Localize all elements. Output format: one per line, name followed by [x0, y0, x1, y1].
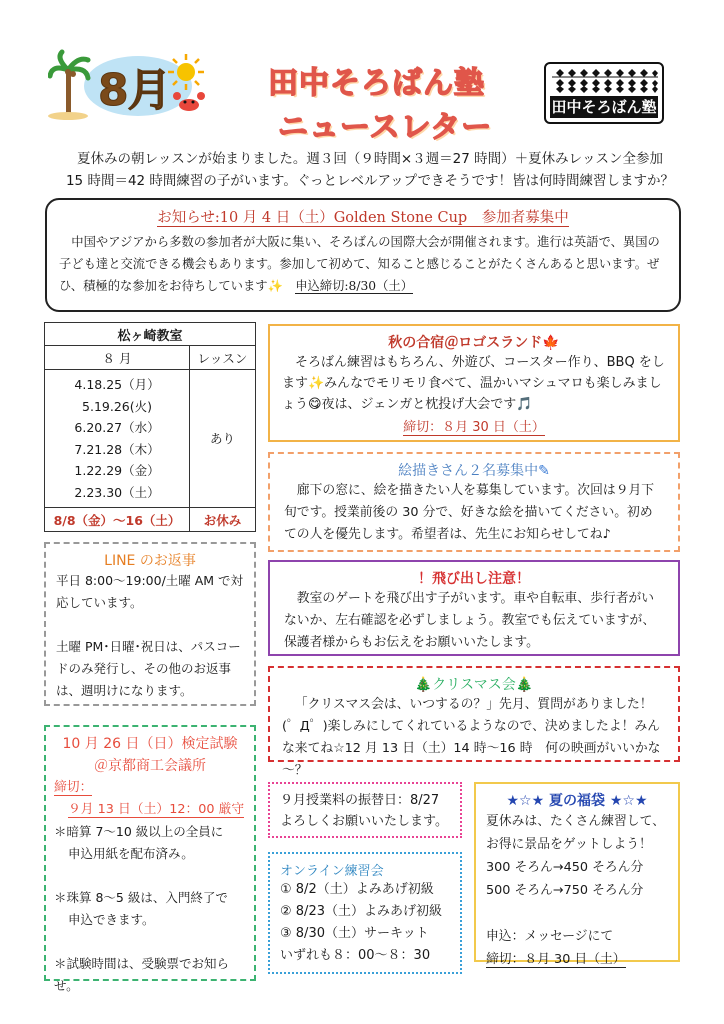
lesson-value: あり [190, 370, 256, 508]
drawing-recruit-box [268, 452, 680, 552]
summer-bag-rate: 500 そろん→750 そろん分 [486, 883, 644, 898]
schedule-title: 松ヶ崎教室 [45, 323, 256, 346]
line-reply-weekend: 土曜 PM･日曜･祝日は、パスコードのみ発行し、その他のお返事は、週明けになります。 [56, 639, 241, 698]
online-practice-title: オンライン練習会 [280, 864, 384, 879]
drawing-title: 絵描きさん２名募集中✎ [398, 463, 550, 479]
summer-bag-apply: 申込：メッセージにて [486, 929, 614, 944]
christmas-body: 「クリスマス会は、いつするの？」先月、質問がありました！(゜Д゜)楽しみにしてくれているようなので、決めましたよ！みんな来てね☆12 月 13 日（土）14 時～16 時 何の映画がいいかな～？ [282, 697, 661, 778]
abacus-icon [552, 69, 658, 93]
notice-box [45, 198, 681, 312]
line-reply-weekday: 平日 8:00～19:00/土曜 AM で対応しています。 [56, 573, 244, 610]
exam-deadline-label: 締切： [54, 780, 93, 795]
notice-title: お知らせ:10 月 4 日（土）Golden Stone Cup 参加者募集中 [157, 210, 569, 226]
exam-title-line2: ＠京都商工会議所 [94, 758, 206, 774]
online-practice-list [280, 879, 450, 967]
summer-bag-body: 夏休みは、たくさん練習して、 お得に景品をゲットしよう！ 300 そろん→450 そろん分 500 そろん→750 そろん分 申込：メッセージにて 締切：８月 30 日（土） [486, 810, 668, 971]
pencil-icon: ✎ [538, 463, 550, 479]
exam-title-line1: 10 月 26 日（日）検定試験 [62, 736, 238, 752]
caution-title: ！飛び出し注意！ [418, 571, 530, 587]
autumn-camp-box [268, 324, 680, 442]
intro-line2: 15 時間＝42 時間練習の子がいます。ぐっとレベルアップできそうです！皆は何時間練習しますか？ [65, 173, 675, 189]
newsletter-title-line2: ニュースレター [278, 110, 493, 145]
date-item: 4.18.25（月） [74, 377, 160, 392]
month-badge [48, 48, 208, 120]
christmas-box [268, 666, 680, 778]
sun-icon [166, 52, 206, 92]
caution-box [268, 560, 680, 656]
newsletter-title-line1: 田中そろばん塾 [268, 66, 485, 101]
exam-deadline-date: ９月 13 日（土）12：00 厳守 [68, 802, 245, 817]
line-reply-box [44, 542, 256, 706]
summer-bag-rate: 300 そろん→450 そろん分 [486, 860, 644, 875]
line-reply-title: LINE のお返事 [104, 553, 196, 569]
crab-icon [172, 90, 206, 114]
summer-bag-deadline: 締切：８月 30 日（土） [486, 952, 626, 967]
col-month: ８ 月 [45, 346, 190, 370]
summer-bag-title: ★☆★ 夏の福袋 ★☆★ [506, 793, 648, 809]
exam-note1: ＊暗算 7～10 級以上の全員に 申込用紙を配布済み。 [54, 824, 224, 861]
logo-text: 田中そろばん塾 [551, 98, 657, 116]
date-list [45, 370, 190, 508]
christmas-title: 🎄クリスマス会🎄 [414, 677, 534, 693]
holiday-dates: 8/8（金）～16（土） [45, 508, 190, 532]
col-lesson: レッスン [190, 346, 256, 370]
date-item: 1.22.29（金） [74, 463, 160, 478]
notice-deadline: 申込締切:8/30（土） [295, 279, 414, 293]
autumn-camp-title: 秋の合宿＠ロゴスランド🍁 [388, 335, 560, 351]
exam-note3: ＊試験時間は、受験票でお知らせ。 [54, 956, 230, 993]
exam-note2: ＊珠算 8～5 級は、入門終了で 申込できます。 [54, 890, 228, 927]
date-item: 7.21.28（木） [74, 441, 160, 457]
caution-body: 教室のゲートを飛び出す子がいます。車や自転車、歩行者がいないか、左右確認を必ずしましょう。教室でも伝えていますが、保護者様からもお伝えをお願いいたします。 [284, 591, 656, 650]
date-item: 2.23.30（土） [74, 484, 160, 500]
month-label: 8月 [98, 65, 171, 116]
date-item: 5.19.26(火) [82, 398, 152, 414]
online-practice-time: いずれも８：00～８：30 [280, 948, 431, 963]
fee-line1: ９月授業料の振替日：8/27 [280, 793, 440, 808]
autumn-camp-body: そろばん練習はもちろん、外遊び、コースター作り、BBQ をします✨みんなでモリモリ食べて、温かいマシュマロも楽しみましょう😋夜は、ジェンガと枕投げ大会です🎵 [282, 355, 665, 412]
autumn-camp-deadline: 締切：８月 30 日（土） [403, 420, 545, 435]
maple-leaf-icon: 🍁 [542, 335, 560, 351]
intro-line1: 夏休みの朝レッスンが始まりました。週３回（９時間×３週＝27 時間）＋夏休みレッスン全参加 [76, 151, 663, 167]
sparkle-icon: ✨ [267, 279, 283, 293]
online-practice-box [268, 852, 462, 974]
fee-line2: よろしくお願いいたします。 [280, 814, 448, 829]
school-logo [544, 62, 664, 124]
schedule-table [44, 322, 256, 532]
notice-body: 中国やアジアから多数の参加者が大阪に集い、そろばんの国際大会が開催されます。進行は英語で、異国の子ども達と交流できる機会もあります。参加して初めて、知ること感じることがたくさんあると思います。ぜひ、積極的な参加をお待ちしています✨ 申込締切:8/30（土） [59, 235, 660, 293]
list-item: ③ 8/30（土）サーキット [280, 926, 429, 941]
christmas-tree-icon: 🎄 [414, 677, 433, 693]
intro-paragraph [50, 148, 690, 192]
list-item: ② 8/23（土）よみあげ初級 [280, 904, 442, 919]
christmas-tree-icon: 🎄 [515, 677, 534, 693]
drawing-body: 廊下の窓に、絵を描きたい人を募集しています。次回は９月下旬です。授業前後の 30 分で、好きな絵を描いてください。初めての人を優先します。希望者は、先生にお知らせしてね♪ [284, 483, 655, 542]
fee-box [268, 782, 462, 838]
exam-box [44, 725, 256, 993]
date-item: 6.20.27（水） [74, 420, 160, 435]
summer-bag-box [474, 782, 680, 967]
list-item: ① 8/2（土）よみあげ初級 [280, 882, 434, 897]
holiday-label: お休み [190, 508, 256, 532]
